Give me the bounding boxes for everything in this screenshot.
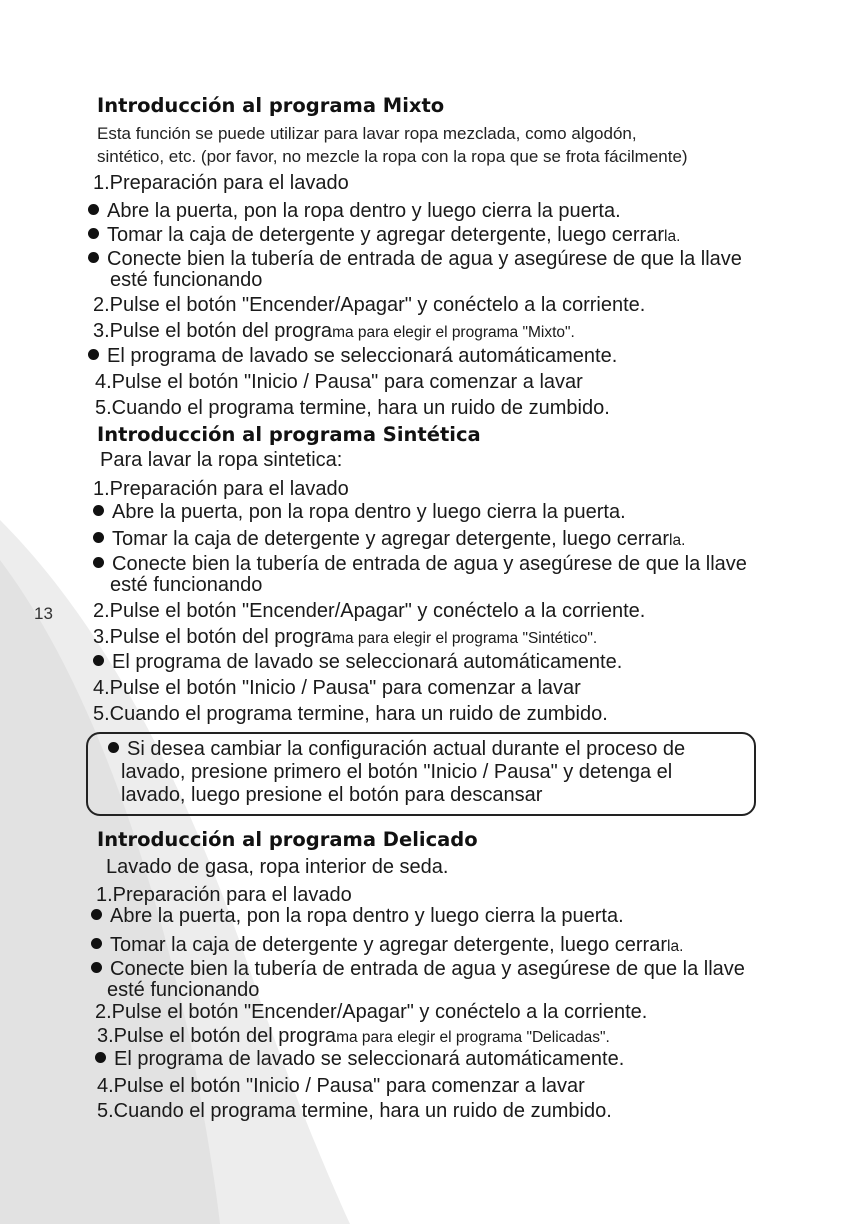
mixto-step-1: 1.Preparación para el lavado bbox=[93, 172, 349, 194]
mixto-bullet-1: Abre la puerta, pon la ropa dentro y luego cierra la puerta. bbox=[88, 200, 621, 223]
mixto-intro-line-1: Esta función se puede utilizar para lavar ropa mezclada, como algodón, bbox=[97, 124, 637, 143]
mixto-step-2: 2.Pulse el botón "Encender/Apagar" y conéctelo a la corriente. bbox=[93, 294, 646, 316]
delicado-bullet-3-cont: esté funcionando bbox=[107, 979, 260, 1001]
delicado-bullet-2: Tomar la caja de detergente y agregar detergente, luego cerrarla. bbox=[91, 934, 683, 957]
bullet-dot-icon bbox=[93, 505, 104, 516]
sintetica-bullet-2: Tomar la caja de detergente y agregar detergente, luego cerrarla. bbox=[93, 528, 685, 551]
delicado-bullet-3: Conecte bien la tubería de entrada de agua y asegúrese de que la llave bbox=[91, 958, 745, 981]
bullet-dot-icon bbox=[91, 938, 102, 949]
mixto-bullet-4: El programa de lavado se seleccionará automáticamente. bbox=[88, 345, 617, 368]
sintetica-step-3: 3.Pulse el botón del programa para elegir el programa "Sintético". bbox=[93, 626, 598, 648]
notice-line-3: lavado, luego presione el botón para descansar bbox=[121, 784, 543, 806]
mixto-step-5: 5.Cuando el programa termine, hara un ruido de zumbido. bbox=[95, 397, 610, 419]
sintetica-bullet-1: Abre la puerta, pon la ropa dentro y luego cierra la puerta. bbox=[93, 501, 626, 524]
delicado-step-5: 5.Cuando el programa termine, hara un ruido de zumbido. bbox=[97, 1100, 612, 1122]
bullet-dot-icon bbox=[88, 228, 99, 239]
delicado-bullet-1: Abre la puerta, pon la ropa dentro y luego cierra la puerta. bbox=[91, 905, 624, 928]
delicado-bullet-4: El programa de lavado se seleccionará automáticamente. bbox=[95, 1048, 624, 1071]
mixto-intro-line-2: sintético, etc. (por favor, no mezcle la ropa con la ropa que se frota fácilmente) bbox=[97, 147, 688, 166]
mixto-bullet-3-cont: esté funcionando bbox=[110, 269, 263, 291]
bullet-dot-icon bbox=[91, 909, 102, 920]
sintetica-bullet-4: El programa de lavado se seleccionará automáticamente. bbox=[93, 651, 622, 674]
page-number: 13 bbox=[34, 604, 53, 623]
section-title-mixto: Introducción al programa Mixto bbox=[97, 94, 445, 117]
sintetica-step-5: 5.Cuando el programa termine, hara un ruido de zumbido. bbox=[93, 703, 608, 725]
bullet-dot-icon bbox=[88, 252, 99, 263]
mixto-step-3: 3.Pulse el botón del programa para elegir el programa "Mixto". bbox=[93, 320, 575, 342]
section-title-sintetica: Introducción al programa Sintética bbox=[97, 423, 481, 446]
bullet-dot-icon bbox=[91, 962, 102, 973]
notice-line-1: Si desea cambiar la configuración actual durante el proceso de bbox=[108, 738, 685, 761]
delicado-step-3: 3.Pulse el botón del programa para elegir el programa "Delicadas". bbox=[97, 1025, 610, 1047]
mixto-step-4: 4.Pulse el botón "Inicio / Pausa" para comenzar a lavar bbox=[95, 371, 583, 393]
sintetica-step-2: 2.Pulse el botón "Encender/Apagar" y conéctelo a la corriente. bbox=[93, 600, 646, 622]
sintetica-bullet-3-cont: esté funcionando bbox=[110, 574, 263, 596]
sintetica-intro: Para lavar la ropa sintetica: bbox=[100, 449, 343, 471]
mixto-bullet-3: Conecte bien la tubería de entrada de agua y asegúrese de que la llave bbox=[88, 248, 742, 271]
bullet-dot-icon bbox=[93, 532, 104, 543]
notice-line-2: lavado, presione primero el botón "Inicio / Pausa" y detenga el bbox=[121, 761, 673, 783]
sintetica-bullet-3: Conecte bien la tubería de entrada de agua y asegúrese de que la llave bbox=[93, 553, 747, 576]
bullet-dot-icon bbox=[88, 204, 99, 215]
delicado-step-2: 2.Pulse el botón "Encender/Apagar" y conéctelo a la corriente. bbox=[95, 1001, 648, 1023]
bullet-dot-icon bbox=[93, 655, 104, 666]
sintetica-step-4: 4.Pulse el botón "Inicio / Pausa" para comenzar a lavar bbox=[93, 677, 581, 699]
mixto-bullet-2: Tomar la caja de detergente y agregar detergente, luego cerrarla. bbox=[88, 224, 680, 247]
delicado-step-4: 4.Pulse el botón "Inicio / Pausa" para comenzar a lavar bbox=[97, 1075, 585, 1097]
delicado-intro: Lavado de gasa, ropa interior de seda. bbox=[106, 856, 449, 878]
sintetica-step-1: 1.Preparación para el lavado bbox=[93, 478, 349, 500]
section-title-delicado: Introducción al programa Delicado bbox=[97, 828, 478, 851]
bullet-dot-icon bbox=[88, 349, 99, 360]
bullet-dot-icon bbox=[95, 1052, 106, 1063]
bullet-dot-icon bbox=[93, 557, 104, 568]
delicado-step-1: 1.Preparación para el lavado bbox=[96, 884, 352, 906]
bullet-dot-icon bbox=[108, 742, 119, 753]
